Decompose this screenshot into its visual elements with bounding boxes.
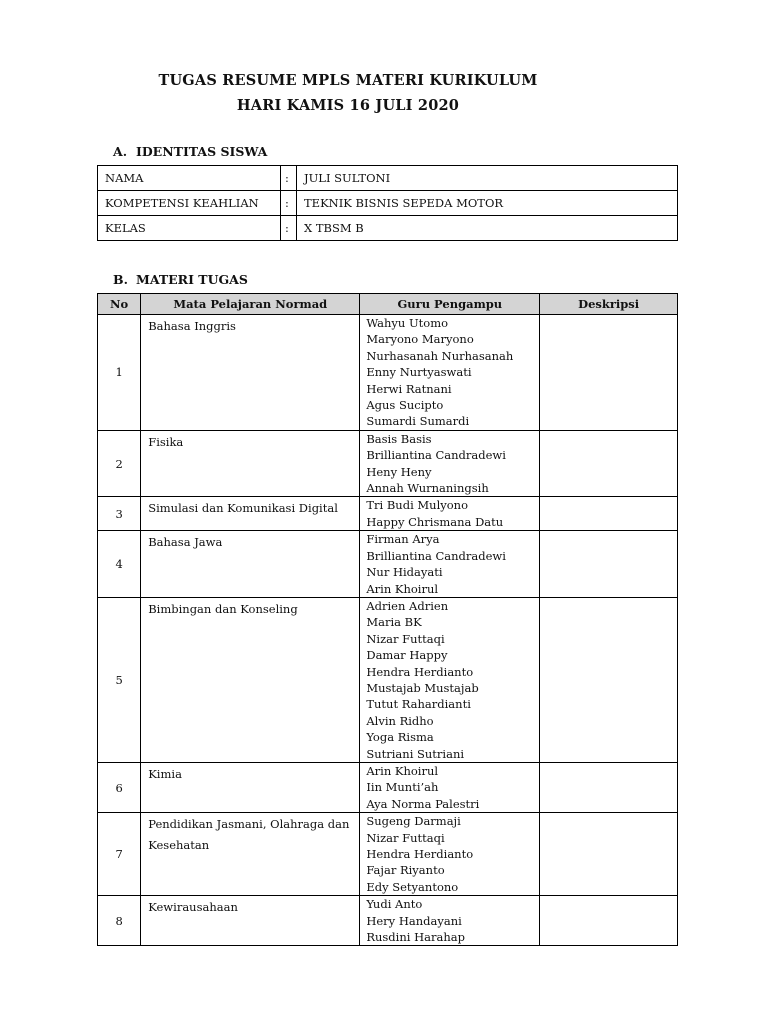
row-number: 6 [98,762,141,812]
description-cell [540,430,678,497]
table-row [98,896,678,946]
teacher-name: Yudi Anto [366,897,423,912]
teacher-list [360,315,540,431]
teacher-name: Rusdini Harahap [366,930,465,945]
teacher-name: Hery Handayani [366,913,462,928]
teacher-name: Adrien Adrien [366,598,449,613]
description-cell [540,896,678,946]
document-subtitle: HARI KAMIS 16 JULI 2020 [236,97,460,114]
teacher-name: Maryono Maryono [366,332,474,347]
teacher-name: Happy Chrismana Datu [366,514,504,529]
subject-name: Bahasa Inggris [141,315,360,431]
teacher-name: Brilliantina Candradewi [366,448,506,463]
row-number: 5 [98,597,141,762]
identity-colon: : [281,216,297,241]
teacher-name: Hendra Herdianto [366,847,474,861]
header-description: Deskripsi [540,294,678,315]
identity-row [98,166,678,191]
teacher-name: Iin Munti’ah [366,780,439,795]
teacher-name: Nizar Futtaqi [366,830,445,845]
teacher-name: Heny Heny [366,464,432,479]
row-number: 3 [98,497,141,531]
identity-row [98,191,678,216]
identity-label: NAMA [98,166,281,191]
identity-row [98,216,678,241]
teacher-name: Enny Nurtyaswati [366,365,472,380]
identity-colon: : [281,166,297,191]
identity-value: X TBSM B [297,216,678,241]
identity-table [97,165,678,241]
identity-value: TEKNIK BISNIS SEPEDA MOTOR [297,191,678,216]
subject-name: Pendidikan Jasmani, Olahraga dan Kesehatan [141,813,360,896]
section-a-title: IDENTITAS SISWA [136,144,268,159]
teacher-name: Nizar Futtaqi [366,631,445,646]
description-cell [540,597,678,762]
teacher-name: Yoga Risma [366,730,434,745]
description-cell [540,497,678,531]
teacher-name: Aya Norma Palestri [366,796,480,811]
header-subject: Mata Pelajaran Normad [141,294,360,315]
section-b-heading [113,272,248,287]
teacher-name: Brilliantina Candradewi [366,548,506,563]
section-a-heading [113,144,267,159]
teacher-list [360,896,540,946]
header-no: No [98,294,141,315]
teacher-name: Sumardi Sumardi [366,414,470,429]
materi-table [97,293,678,946]
teacher-name: Damar Happy [366,648,448,663]
teacher-name: Basis Basis [366,431,432,446]
table-row [98,315,678,431]
subject-name: Fisika [141,430,360,497]
row-number: 7 [98,813,141,896]
section-a-letter: A. [113,144,128,159]
header-teachers: Guru Pengampu [360,294,540,315]
subject-name: Bimbingan dan Konseling [141,597,360,762]
row-number: 1 [98,315,141,431]
table-row [98,531,678,598]
teacher-list [360,531,540,598]
teacher-name: Nurhasanah Nurhasanah [366,348,514,363]
identity-label: KELAS [98,216,281,241]
description-cell [540,762,678,812]
table-row [98,497,678,531]
teacher-name: Wahyu Utomo [366,316,449,330]
document-title: TUGAS RESUME MPLS MATERI KURIKULUM [158,72,538,89]
identity-label: KOMPETENSI KEAHLIAN [98,191,281,216]
teacher-list [360,597,540,762]
row-number: 2 [98,430,141,497]
teacher-name: Herwi Ratnani [366,381,452,396]
subject-name: Kewirausahaan [141,896,360,946]
teacher-name: Edy Setyantono [366,879,459,894]
section-b-title: MATERI TUGAS [136,272,248,287]
table-header-row [98,294,678,315]
table-row [98,813,678,896]
description-cell [540,315,678,431]
table-row [98,430,678,497]
identity-colon: : [281,191,297,216]
teacher-name: Hendra Herdianto [366,664,474,679]
subject-name: Simulasi dan Komunikasi Digital [141,497,360,531]
teacher-name: Annah Wurnaningsih [366,481,489,496]
table-row [98,762,678,812]
teacher-name: Sutriani Sutriani [366,746,465,761]
subject-name: Kimia [141,762,360,812]
row-number: 4 [98,531,141,598]
description-cell [540,531,678,598]
teacher-list [360,813,540,896]
teacher-name: Fajar Riyanto [366,863,445,878]
teacher-name: Tri Budi Mulyono [366,498,469,513]
teacher-name: Alvin Ridho [366,713,434,728]
teacher-name: Tutut Rahardianti [366,697,471,712]
teacher-list [360,762,540,812]
teacher-name: Mustajab Mustajab [366,680,479,695]
section-b-letter: B. [113,272,128,287]
teacher-list [360,430,540,497]
teacher-name: Arin Khoirul [366,581,439,596]
identity-value: JULI SULTONI [297,166,678,191]
teacher-list [360,497,540,531]
table-row [98,597,678,762]
teacher-name: Sugeng Darmaji [366,814,461,829]
teacher-name: Firman Arya [366,532,440,547]
subject-name: Bahasa Jawa [141,531,360,598]
teacher-name: Maria BK [366,615,422,630]
row-number: 8 [98,896,141,946]
teacher-name: Agus Sucipto [366,398,444,413]
description-cell [540,813,678,896]
teacher-name: Nur Hidayati [366,565,443,580]
teacher-name: Arin Khoirul [366,763,439,778]
